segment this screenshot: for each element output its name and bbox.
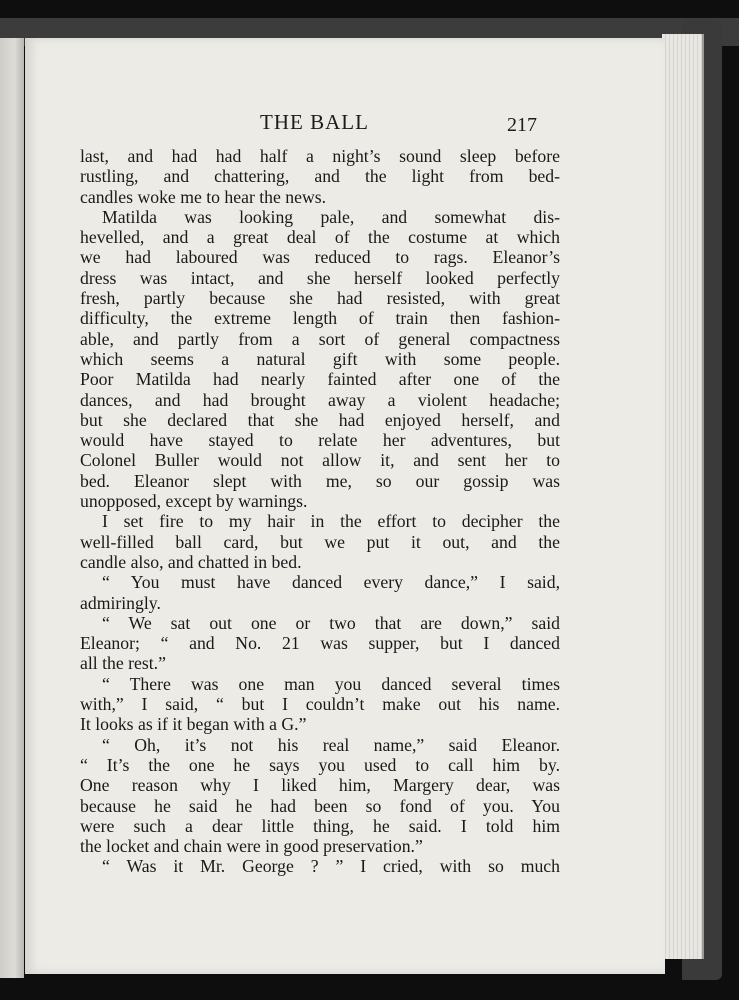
text-line: admiringly. bbox=[80, 592, 161, 613]
body-text bbox=[80, 146, 560, 877]
text-line: candles woke me to hear the news. bbox=[80, 186, 327, 207]
text-line: unopposed, except by warnings. bbox=[80, 491, 308, 512]
text-line: bed. Eleanor slept with me, so our gossip was bbox=[80, 470, 560, 491]
book-page bbox=[25, 38, 665, 974]
running-head: THE BALL bbox=[260, 110, 369, 134]
text-line: Matilda was looking pale, and somewhat dis- bbox=[102, 206, 560, 227]
text-line: because he said he had been so fond of you. You bbox=[80, 795, 560, 816]
text-line: One reason why I liked him, Margery dear, was bbox=[80, 775, 560, 796]
text-line: “ You must have danced every dance,” I said, bbox=[102, 572, 560, 593]
text-line: dances, and had brought away a violent headache; bbox=[80, 389, 560, 410]
page-header bbox=[25, 110, 665, 134]
text-line: It looks as if it began with a G.” bbox=[80, 714, 307, 735]
text-line: but she declared that she had enjoyed herself, and bbox=[80, 409, 560, 430]
text-line: the locket and chain were in good preservation.” bbox=[80, 836, 423, 857]
text-line: Eleanor; “ and No. 21 was supper, but I danced bbox=[80, 633, 560, 654]
text-line: “ Oh, it’s not his real name,” said Eleanor. bbox=[102, 734, 560, 755]
page-edges bbox=[662, 34, 704, 959]
text-line: fresh, partly because she had resisted, with great bbox=[80, 288, 560, 309]
text-line: dress was intact, and she herself looked perfectly bbox=[80, 267, 560, 288]
text-line: were such a dear little thing, he said. I told him bbox=[80, 815, 560, 836]
text-line: hevelled, and a great deal of the costume at which bbox=[80, 227, 560, 248]
text-line: would have stayed to relate her adventures, but bbox=[80, 430, 560, 451]
text-line: difficulty, the extreme length of train then fashion- bbox=[80, 308, 560, 329]
page-number: 217 bbox=[507, 114, 537, 136]
text-line: “ We sat out one or two that are down,” said bbox=[102, 612, 560, 633]
text-line: candle also, and chatted in bed. bbox=[80, 551, 302, 572]
facing-page-edge bbox=[0, 38, 24, 978]
text-line: I set fire to my hair in the effort to decipher the bbox=[102, 511, 560, 532]
text-line: which seems a natural gift with some people. bbox=[80, 348, 560, 369]
text-line: rustling, and chattering, and the light from bed- bbox=[80, 166, 560, 187]
text-line: “ It’s the one he says you used to call him by. bbox=[80, 754, 560, 775]
text-line: last, and had had half a night’s sound sleep before bbox=[80, 146, 560, 166]
text-line: with,” I said, “ but I couldn’t make out his name. bbox=[80, 694, 560, 715]
text-line: Colonel Buller would not allow it, and sent her to bbox=[80, 450, 560, 471]
text-line: able, and partly from a sort of general compactness bbox=[80, 328, 560, 349]
text-line: well-filled ball card, but we put it out, and the bbox=[80, 531, 560, 552]
text-line: we had laboured was reduced to rags. Eleanor’s bbox=[80, 247, 560, 268]
text-line: “ There was one man you danced several times bbox=[102, 673, 560, 694]
text-line: “ Was it Mr. George ? ” I cried, with so much bbox=[102, 856, 560, 877]
text-line: Poor Matilda had nearly fainted after one of the bbox=[80, 369, 560, 390]
text-line: all the rest.” bbox=[80, 653, 166, 674]
